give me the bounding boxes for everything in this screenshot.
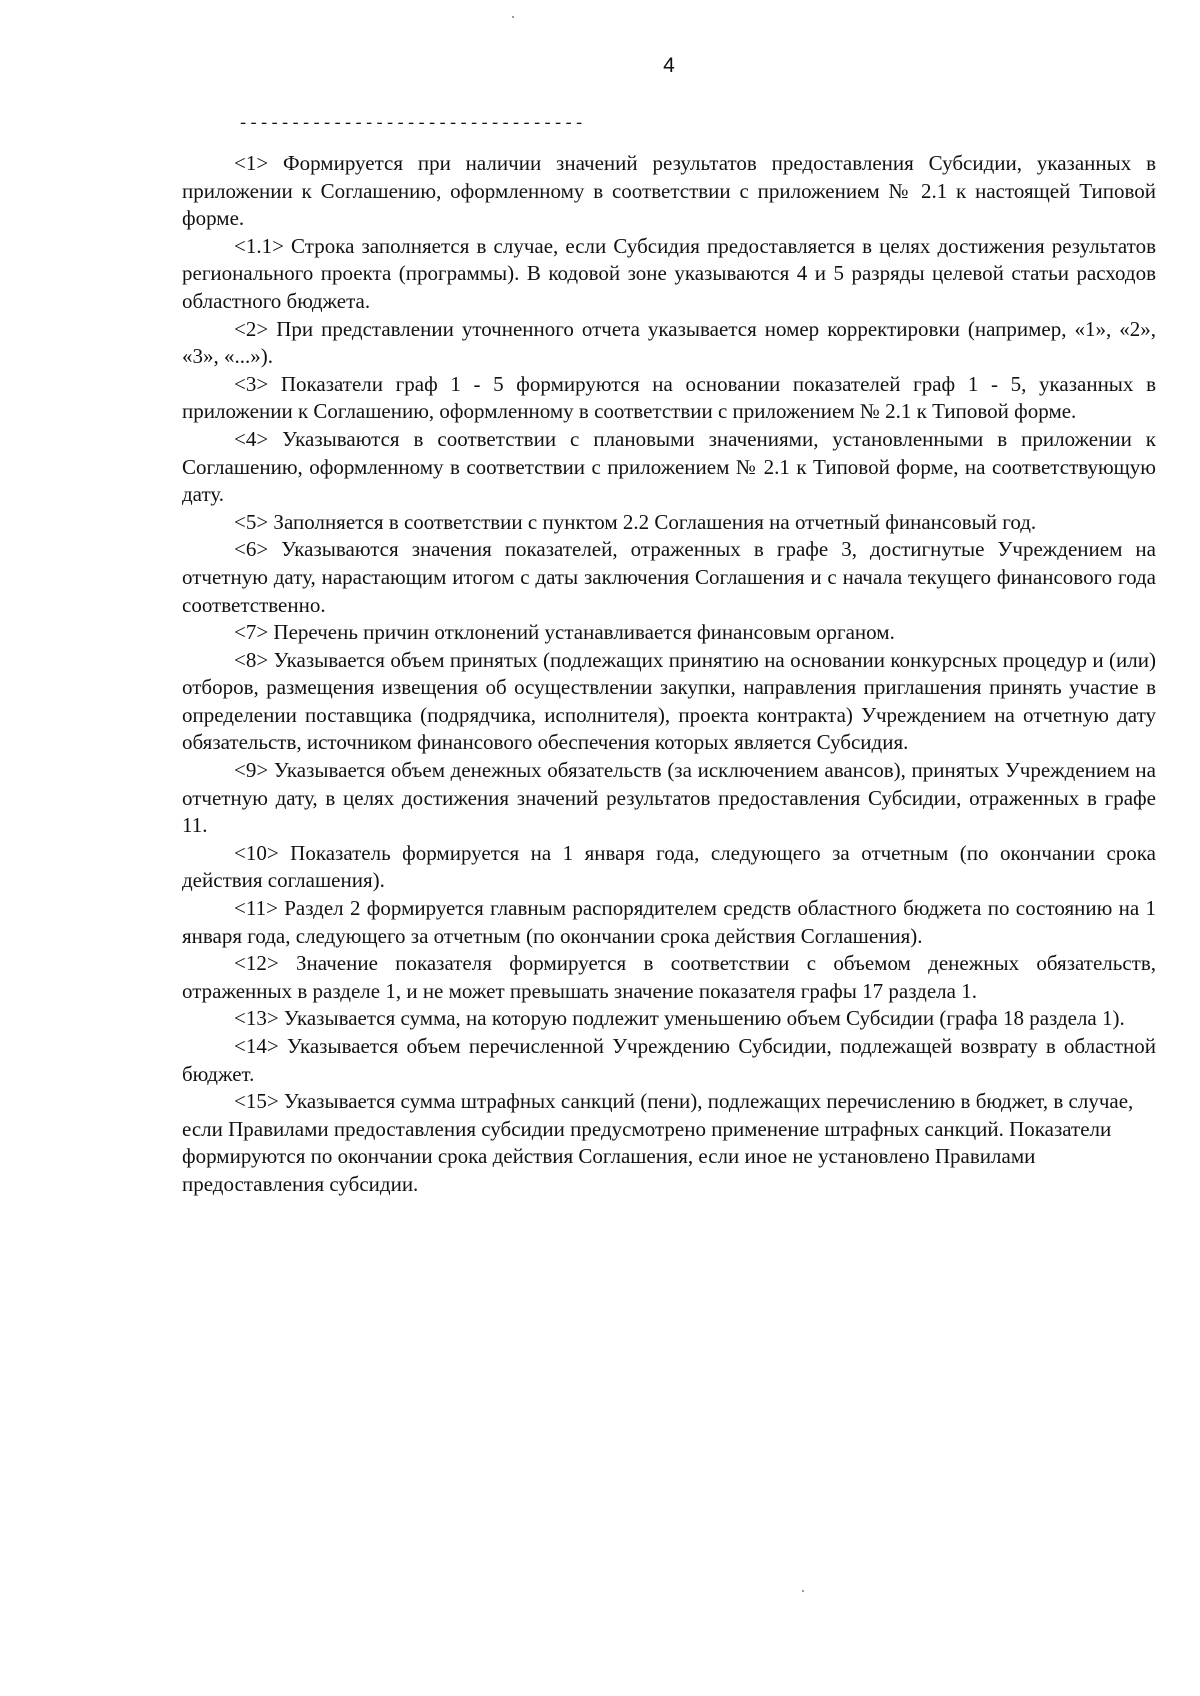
footnote-13: <13> Указывается сумма, на которую подлежит уменьшению объем Субсидии (графа 18 раздела 1). <box>234 1006 1125 1031</box>
footnotes <box>182 150 1156 1199</box>
footnote-8: <8> Указывается объем принятых (подлежащих принятию на основании конкурсных процедур и (или) отборов, размещения извещения об осуществлении закупки, направления приглашения принять участие в определении поставщика (подрядчика, исполнителя), проекта контракта) Учреждением на отчетную дату обязательств, источником финансового обеспечения которых является Субсидия. <box>182 647 1156 755</box>
footnote-14: <14> Указывается объем перечисленной Учреждению Субсидии, подлежащей возврату в областной бюджет. <box>182 1034 1156 1086</box>
footnote-15: <15> Указывается сумма штрафных санкций (пени), подлежащих перечислению в бюджет, в случае, если Правилами предоставления субсидии предусмотрено применение штрафных санкций. Показатели формируются по окончании срока действия Соглашения, если иное не установлено Правилами предоставления субсидии. <box>182 1089 1134 1196</box>
footnote-separator: --------------------------------- <box>238 115 585 134</box>
page-number: 4 <box>663 54 675 77</box>
footnote-4: <4> Указываются в соответствии с плановыми значениями, установленными в приложении к Соглашению, оформленному в соответствии с приложением № 2.1 к Типовой форме, на соответствующую дату. <box>182 426 1156 507</box>
scan-speck <box>802 1590 804 1592</box>
footnote-1-1: <1.1> Строка заполняется в случае, если Субсидия предоставляется в целях достижения результатов регионального проекта (программы). В кодовой зоне указываются 4 и 5 разряды целевой статьи расходов областного бюджета. <box>182 233 1156 313</box>
footnote-10: <10> Показатель формируется на 1 января года, следующего за отчетным (по окончании срока действия соглашения). <box>182 840 1156 893</box>
footnote-12: <12> Значение показателя формируется в соответствии с объемом денежных обязательств, отраженных в разделе 1, и не может превышать значение показателя графы 17 раздела 1. <box>182 951 1156 1003</box>
footnote-3: <3> Показатели граф 1 - 5 формируются на основании показателей граф 1 - 5, указанных в приложении к Соглашению, оформленному в соответствии с приложением № 2.1 к Типовой форме. <box>182 371 1156 424</box>
footnote-5: <5> Заполняется в соответствии с пунктом 2.2 Соглашения на отчетный финансовый год. <box>234 509 1037 534</box>
footnote-11: <11> Раздел 2 формируется главным распорядителем средств областного бюджета по состоянию на 1 января года, следующего за отчетным (по окончании срока действия Соглашения). <box>182 896 1156 948</box>
footnote-7: <7> Перечень причин отклонений устанавливается финансовым органом. <box>234 620 895 645</box>
footnote-1: <1> Формируется при наличии значений результатов предоставления Субсидии, указанных в приложении к Соглашению, оформленному в соответствии с приложением № 2.1 к настоящей Типовой форме. <box>182 151 1156 231</box>
footnote-6: <6> Указываются значения показателей, отраженных в графе 3, достигнутые Учреждением на отчетную дату, нарастающим итогом с даты заключения Соглашения и с начала текущего финансового года соответственно. <box>182 537 1156 617</box>
footnote-9: <9> Указывается объем денежных обязательств (за исключением авансов), принятых Учреждением на отчетную дату, в целях достижения значений результатов предоставления Субсидии, отраженных в графе 11. <box>182 758 1156 838</box>
scan-speck <box>512 16 514 18</box>
footnote-2: <2> При представлении уточненного отчета указывается номер корректировки (например, «1», «2», «3», «...»). <box>182 316 1156 369</box>
